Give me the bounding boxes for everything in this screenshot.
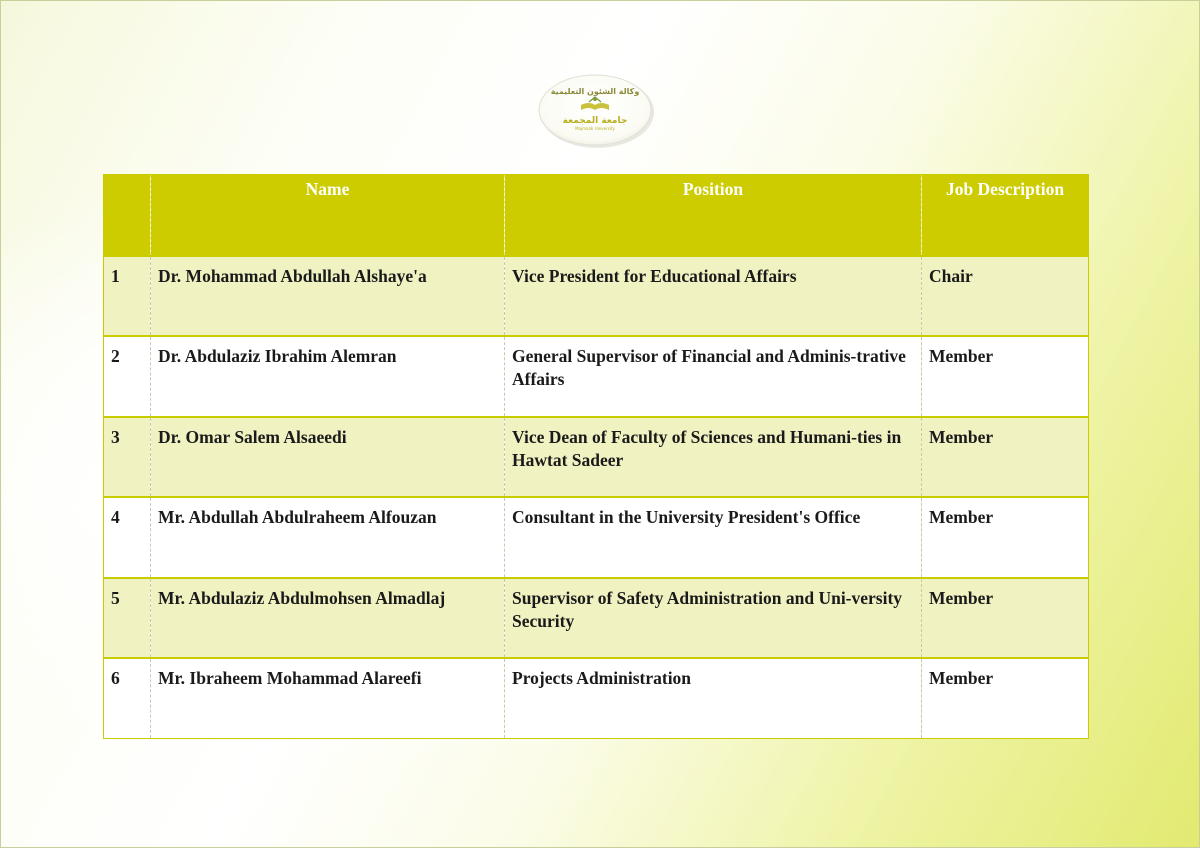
row-position: General Supervisor of Financial and Adminis-trative Affairs [505, 336, 922, 417]
table-row [104, 658, 1089, 739]
row-number: 2 [104, 336, 151, 417]
row-job: Member [922, 578, 1089, 659]
table-row [104, 336, 1089, 417]
row-number: 1 [104, 256, 151, 337]
row-position: Vice Dean of Faculty of Sciences and Humani-ties in Hawtat Sadeer [505, 417, 922, 498]
table-row [104, 256, 1089, 337]
row-name: Dr. Omar Salem Alsaeedi [151, 417, 505, 498]
row-number: 6 [104, 658, 151, 739]
row-job: Member [922, 658, 1089, 739]
row-job: Member [922, 497, 1089, 578]
row-job: Member [922, 417, 1089, 498]
table-row [104, 417, 1089, 498]
header-job-description: Job Description [922, 175, 1089, 256]
table-row [104, 578, 1089, 659]
row-number: 4 [104, 497, 151, 578]
row-number: 5 [104, 578, 151, 659]
row-job: Member [922, 336, 1089, 417]
row-name: Mr. Abdullah Abdulraheem Alfouzan [151, 497, 505, 578]
header-number [104, 175, 151, 256]
row-number: 3 [104, 417, 151, 498]
row-position: Supervisor of Safety Administration and Uni-versity Security [505, 578, 922, 659]
row-job: Chair [922, 256, 1089, 337]
table-row [104, 497, 1089, 578]
logo-latin-small: Majmaah University [575, 126, 615, 131]
header-position: Position [505, 175, 922, 256]
table-header-row [104, 175, 1089, 256]
row-name: Mr. Ibraheem Mohammad Alareefi [151, 658, 505, 739]
row-position: Projects Administration [505, 658, 922, 739]
row-name: Dr. Abdulaziz Ibrahim Alemran [151, 336, 505, 417]
university-logo [537, 72, 657, 150]
committee-table [103, 174, 1089, 739]
logo-arabic-bottom: جامعة المجمعة [562, 116, 628, 126]
row-name: Dr. Mohammad Abdullah Alshaye'a [151, 256, 505, 337]
logo-arabic-top: وكالة الشئون التعليمية [550, 87, 640, 96]
row-position: Consultant in the University President's Office [505, 497, 922, 578]
row-name: Mr. Abdulaziz Abdulmohsen Almadlaj [151, 578, 505, 659]
header-name: Name [151, 175, 505, 256]
row-position: Vice President for Educational Affairs [505, 256, 922, 337]
